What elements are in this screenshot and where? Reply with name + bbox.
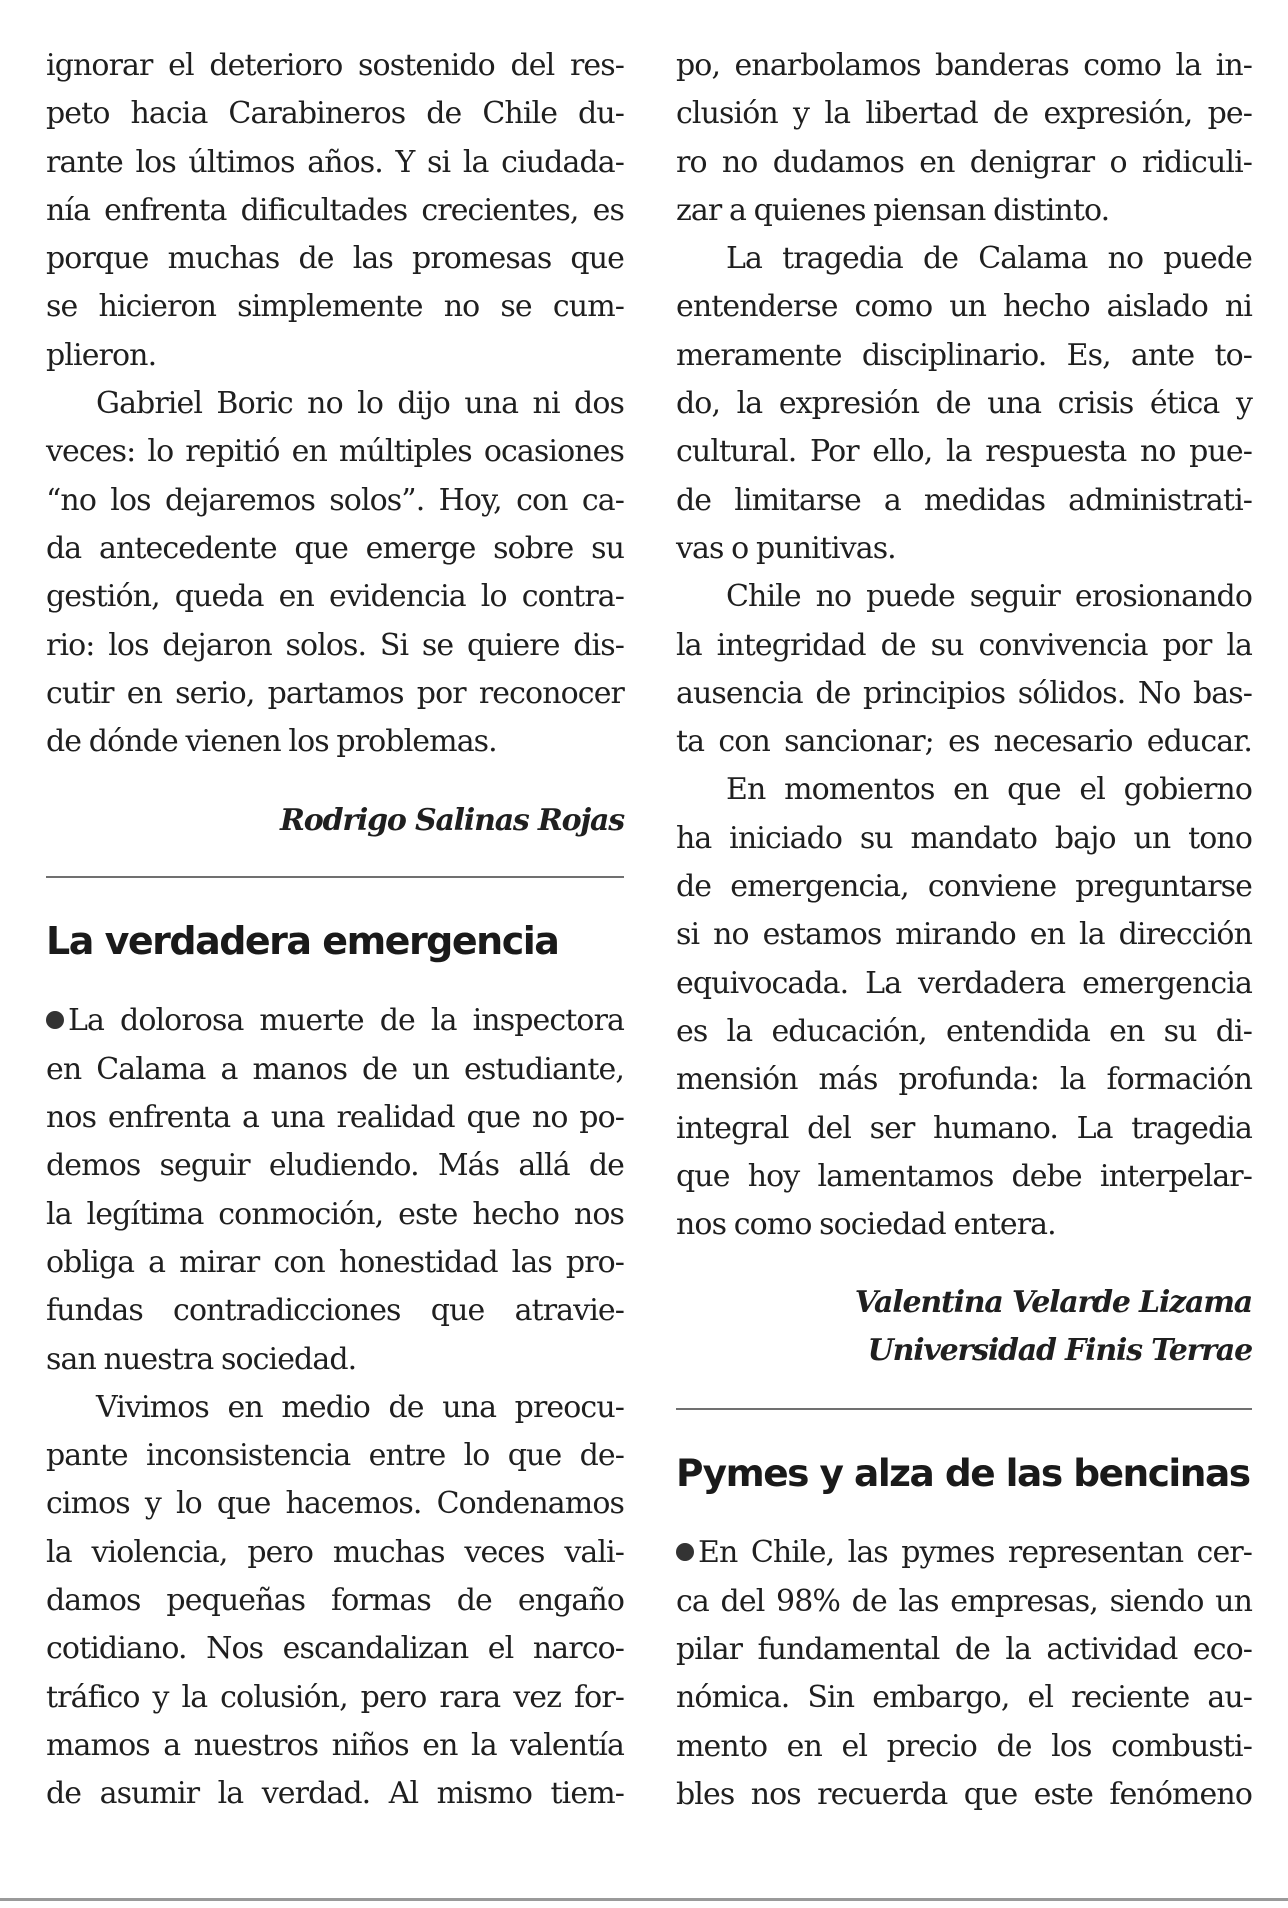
text-line: ha iniciado su mandato bajo un tono (676, 820, 1252, 856)
text-line: cimos y lo que hacemos. Condenamos (46, 1486, 624, 1522)
lead-paragraph-pymes (676, 1529, 1252, 1819)
text-line: rio: los dejaron solos. Si se quiere dis- (46, 627, 624, 663)
text-line: bles nos recuerda que este fenómeno (676, 1776, 1252, 1812)
text-line: equivocada. La verdadera emergencia (676, 965, 1252, 1001)
lead-text-start: La dolorosa muerte de la inspectora (68, 1003, 624, 1039)
text-line: cutir en serio, partamos por reconocer (46, 675, 624, 711)
text-line: ca del 98% de las empresas, siendo un (676, 1583, 1252, 1619)
text-line: Vivimos en medio de una preocu- (96, 1389, 624, 1425)
text-line: tráfico y la colusión, pero rara vez for- (46, 1679, 624, 1715)
text-line: san nuestra sociedad. (46, 1341, 357, 1377)
boric-paragraph (46, 380, 624, 766)
text-line: ta con sancionar; es necesario educar. (676, 724, 1252, 760)
text-line: Chile no puede seguir erosionando (726, 579, 1252, 615)
text-line: demos seguir eludiendo. Más allá de (46, 1148, 624, 1184)
text-line: mensión más profunda: la formación (676, 1062, 1252, 1098)
right-column (676, 42, 1252, 1819)
text-line: es la educación, entendida en su di- (676, 1013, 1252, 1049)
text-line: do, la expresión de una crisis ética y (676, 386, 1252, 422)
chile-paragraph (676, 573, 1252, 766)
calama-paragraph (676, 235, 1252, 573)
lead-paragraph-emergencia (46, 997, 624, 1383)
text-line: si no estamos mirando en la dirección (676, 917, 1252, 953)
text-line: pante inconsistencia entre lo que de- (46, 1438, 624, 1474)
text-line: que hoy lamentamos debe interpelar- (676, 1158, 1252, 1194)
text-line: vas o punitivas. (676, 530, 896, 566)
text-line: nos como sociedad entera. (676, 1207, 1056, 1243)
signature-valentina-name: Valentina Velarde Lizama (854, 1285, 1252, 1321)
text-line: porque muchas de las promesas que (46, 241, 624, 277)
moments-paragraph (676, 766, 1252, 1249)
text-line: fundas contradicciones que atravie- (46, 1293, 624, 1329)
text-line: de asumir la verdad. Al mismo tiem- (46, 1776, 624, 1812)
text-line: meramente disciplinario. Es, ante to- (676, 337, 1252, 373)
text-line: ro no dudamos en denigrar o ridiculi- (676, 144, 1252, 180)
text-line: da antecedente que emerge sobre su (46, 530, 624, 566)
bullet-dot-icon (46, 1011, 64, 1029)
intro-paragraph (46, 42, 624, 380)
text-line: En momentos en que el gobierno (726, 772, 1252, 808)
text-line: nos enfrenta a una realidad que no po- (46, 1100, 624, 1136)
text-line: cotidiano. Nos escandalizan el narco- (46, 1631, 624, 1667)
text-line: peto hacia Carabineros de Chile du- (46, 96, 624, 132)
left-column (46, 42, 624, 1819)
text-line: Gabriel Boric no lo dijo una ni dos (96, 386, 624, 422)
text-line: “no los dejaremos solos”. Hoy, con ca- (46, 482, 624, 518)
text-line: ignorar el deterioro sostenido del res- (46, 48, 624, 83)
text-line: la legítima conmoción, este hecho nos (46, 1196, 624, 1232)
signature-valentina-affiliation: Universidad Finis Terrae (867, 1333, 1252, 1369)
text-line: cultural. Por ello, la respuesta no pue- (676, 434, 1252, 470)
text-line: zar a quienes piensan distinto. (676, 192, 1110, 228)
text-line: damos pequeñas formas de engaño (46, 1583, 624, 1619)
text-line (46, 997, 624, 1045)
text-line: nómica. Sin embargo, el reciente au- (676, 1680, 1252, 1716)
text-line: La tragedia de Calama no puede (726, 241, 1252, 277)
second-paragraph-emergencia (46, 1384, 624, 1819)
text-line: mento en el precio de los combusti- (676, 1728, 1252, 1764)
text-line: obliga a mirar con honestidad las pro- (46, 1244, 624, 1280)
text-line: la integridad de su convivencia por la (676, 627, 1252, 663)
text-line: integral del ser humano. La tragedia (676, 1110, 1252, 1146)
text-line: se hicieron simplemente no se cum- (46, 289, 624, 325)
text-line: en Calama a manos de un estudiante, (46, 1051, 624, 1087)
text-line: de limitarse a medidas administrati- (676, 482, 1252, 518)
article-title-pymes: Pymes y alza de las bencinas (676, 1451, 1250, 1496)
section-divider (46, 876, 624, 878)
bullet-dot-icon (676, 1543, 694, 1561)
text-line: plieron. (46, 337, 157, 373)
text-line: gestión, queda en evidencia lo contra- (46, 579, 624, 615)
text-line: nía enfrenta dificultades crecientes, es (46, 192, 624, 228)
continued-paragraph (676, 42, 1252, 235)
text-line: de dónde vienen los problemas. (46, 724, 497, 760)
text-line (676, 1529, 1252, 1577)
text-line: veces: lo repitió en múltiples ocasiones (46, 434, 624, 470)
text-line: pilar fundamental de la actividad eco- (676, 1632, 1252, 1668)
text-line: clusión y la libertad de expresión, pe- (676, 96, 1252, 132)
lead-text-start: En Chile, las pymes representan cer- (698, 1535, 1252, 1571)
text-line: entenderse como un hecho aislado ni (676, 289, 1252, 325)
signature-rodrigo: Rodrigo Salinas Rojas (280, 803, 624, 839)
text-line: la violencia, pero muchas veces vali- (46, 1534, 624, 1570)
text-line: ausencia de principios sólidos. No bas- (676, 675, 1252, 711)
page-bottom-border (0, 1898, 1288, 1901)
text-line: mamos a nuestros niños en la valentía (46, 1727, 624, 1763)
text-line: rante los últimos años. Y si la ciudada- (46, 144, 624, 180)
article-title-emergencia: La verdadera emergencia (46, 919, 559, 964)
text-line: de emergencia, conviene preguntarse (676, 869, 1252, 905)
section-divider (676, 1408, 1252, 1410)
text-line: po, enarbolamos banderas como la in- (676, 48, 1252, 83)
